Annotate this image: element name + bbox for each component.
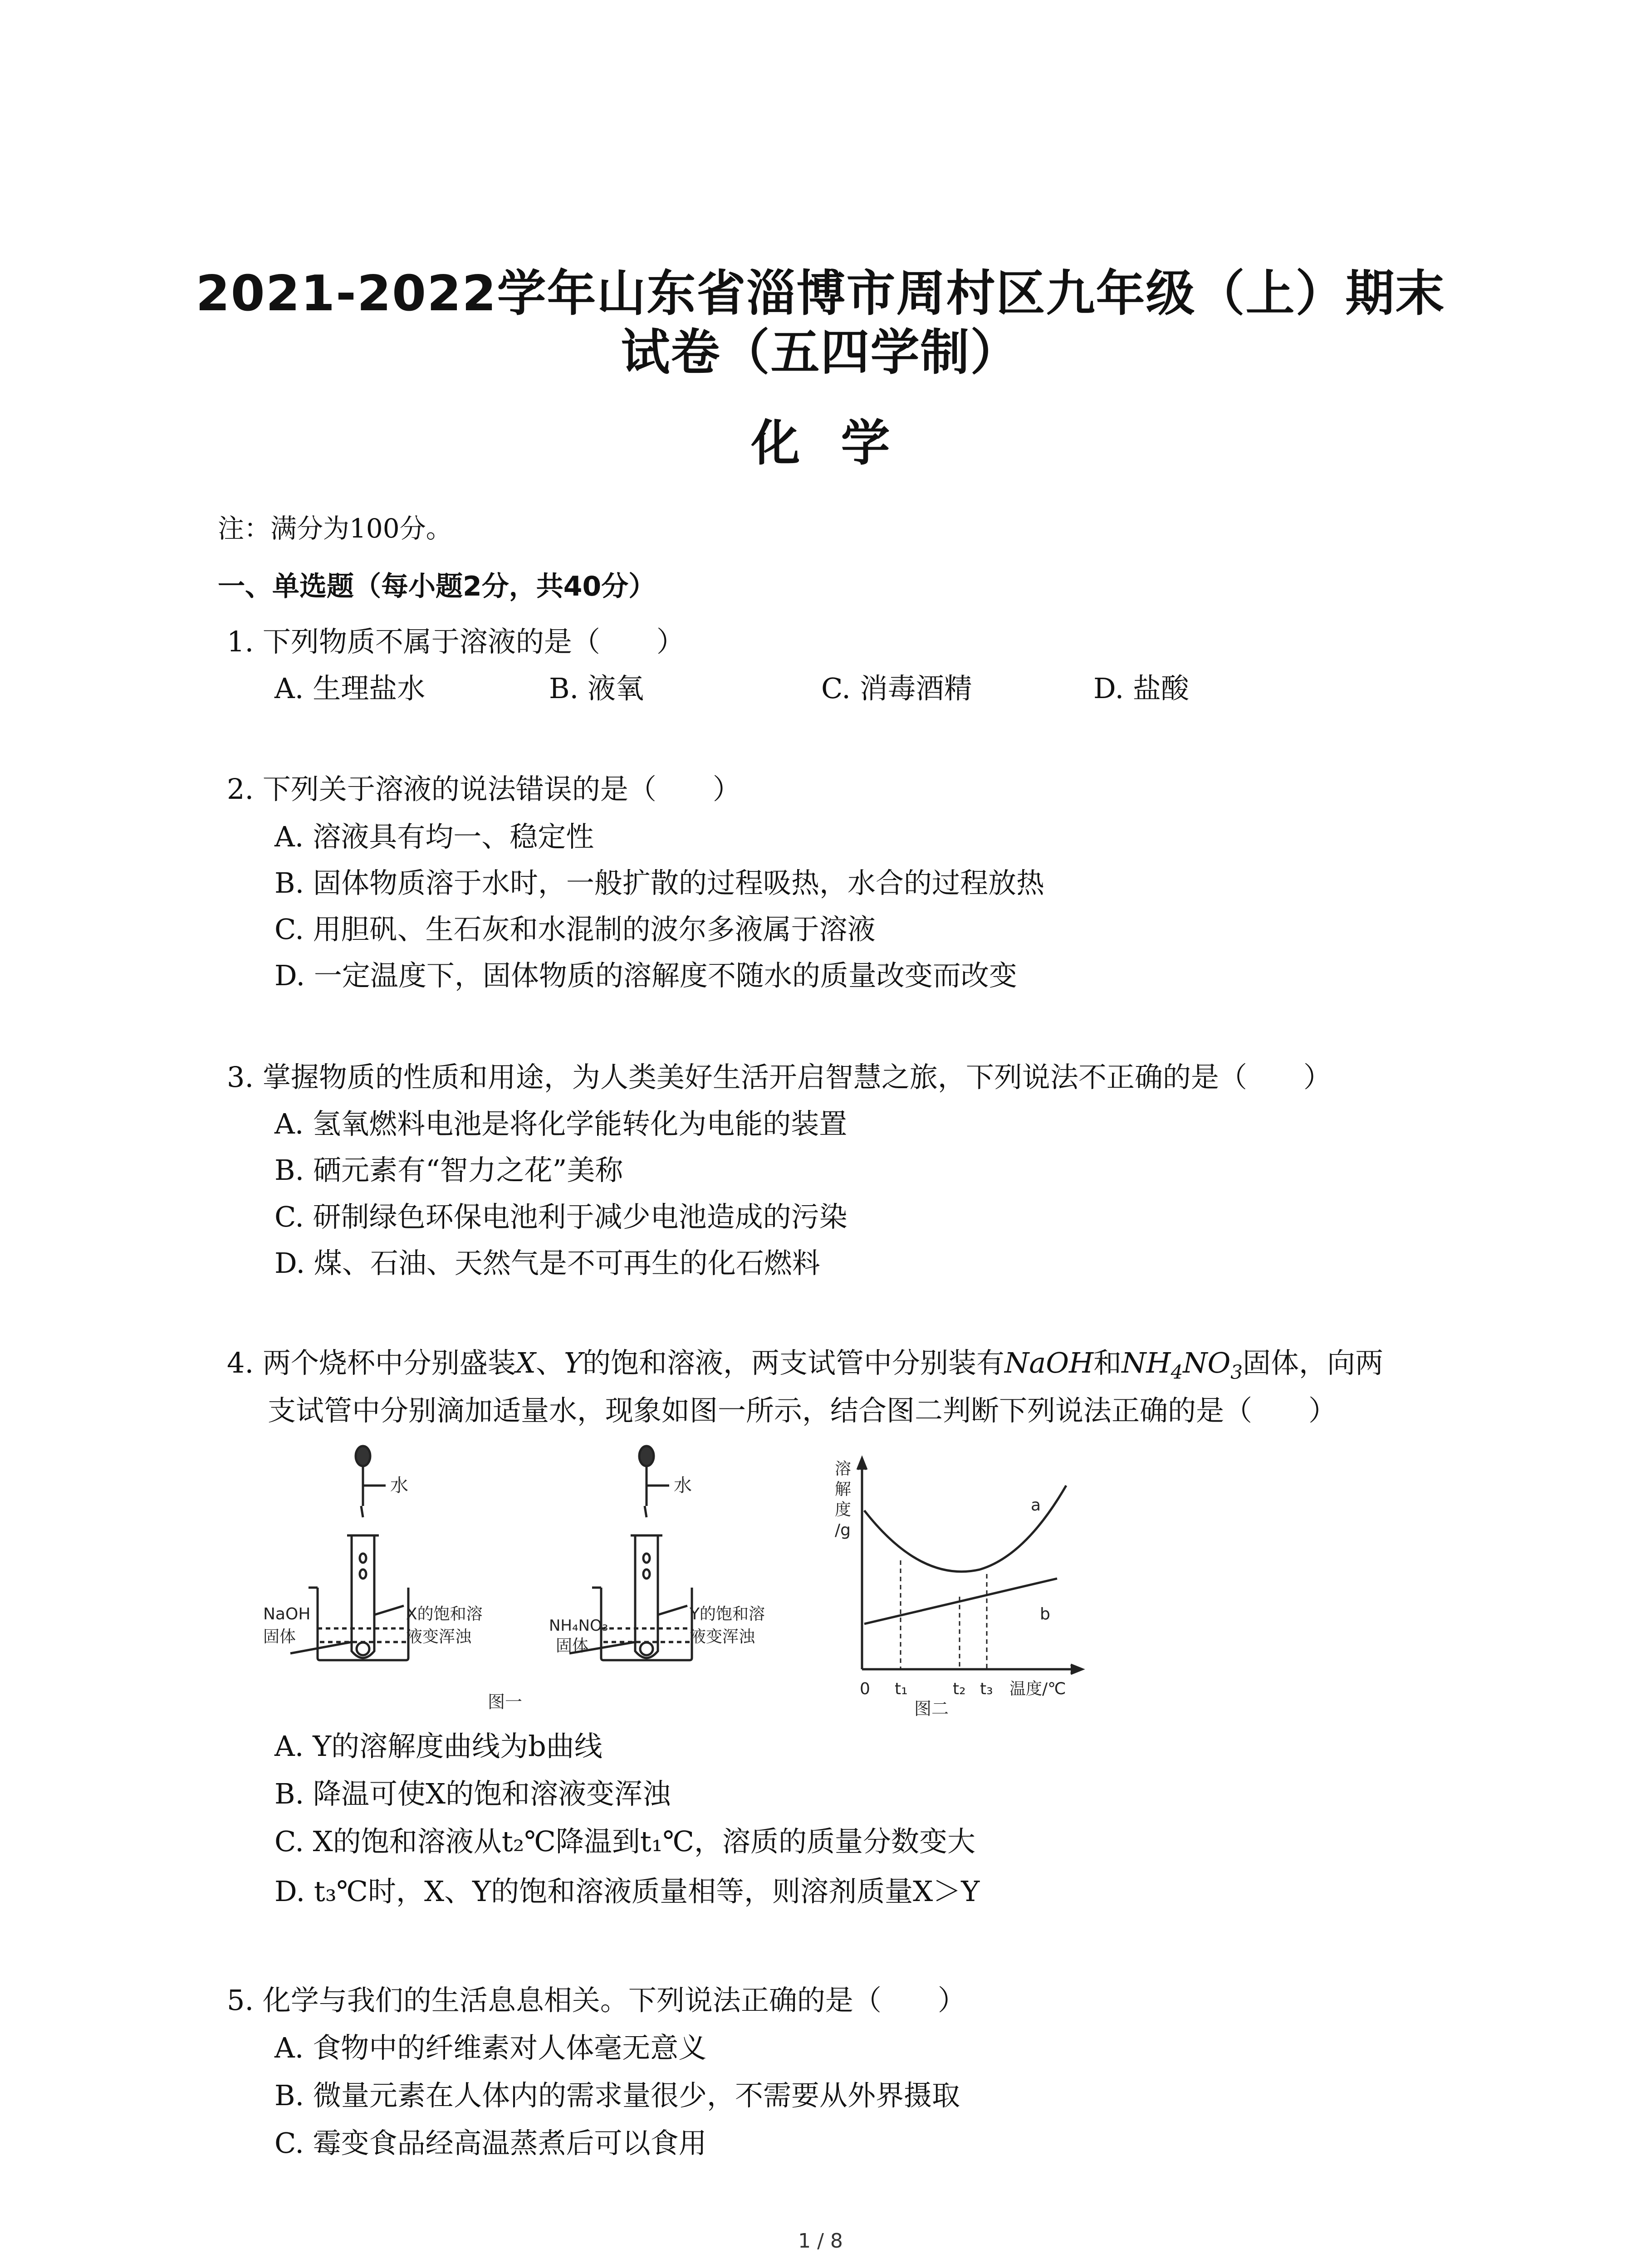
question-2-option-c: C. 用胆矾、生石灰和水混制的波尔多液属于溶液 [274, 913, 876, 946]
question-5-stem: 5. 化学与我们的生活息息相关。下列说法正确的是（ ） [227, 1984, 966, 2017]
figure-1-y-label-2: 液变浑浊 [690, 1628, 755, 1646]
figure-2-curve-b-label: b [1040, 1605, 1050, 1623]
question-3-option-b: B. 硒元素有“智力之花”美称 [274, 1154, 623, 1187]
question-1-stem: 1. 下列物质不属于溶液的是（ ） [227, 625, 685, 658]
figure-1-x-label-2: 液变浑浊 [406, 1628, 472, 1646]
q4-nh4no3: $NH_4NO_3$ [1122, 1346, 1243, 1383]
page-number: 1 / 8 [798, 2229, 843, 2253]
note: 注：满分为100分。 [218, 513, 452, 544]
question-1-option-c: C. 消毒酒精 [821, 672, 972, 705]
question-5-option-b: B. 微量元素在人体内的需求量很少，不需要从外界摄取 [274, 2079, 960, 2112]
figure-2-t1: t₁ [895, 1680, 908, 1698]
question-5-option-a: A. 食物中的纤维素对人体毫无意义 [274, 2031, 707, 2064]
question-4-option-c: C. X的饱和溶液从t₂℃降温到t₁℃，溶质的质量分数变大 [274, 1825, 976, 1858]
title-line-1: 2021-2022学年山东省淄博市周村区九年级（上）期末 [196, 265, 1445, 322]
q4-text-3: 固体，向两 [1243, 1346, 1384, 1379]
figure-2-graph [857, 1458, 1082, 1674]
q4-var-x: X [515, 1346, 536, 1379]
figure-1-naoh-label: NaOH [263, 1605, 311, 1623]
subject-heading: 化学 [751, 415, 931, 472]
q4-and: 和 [1093, 1346, 1122, 1379]
figure-2-xlabel: 温度/℃ [1009, 1680, 1066, 1698]
q4-text-2: 的饱和溶液，两支试管中分别装有 [582, 1346, 1004, 1379]
figure-1-water-label-right: 水 [674, 1475, 692, 1496]
figure-2-ylabel-4: /g [835, 1521, 851, 1540]
figure-2-curve-a-label: a [1031, 1496, 1041, 1515]
question-1-option-b: B. 液氧 [549, 672, 644, 705]
question-4-stem-line-2: 支试管中分别滴加适量水，现象如图一所示，结合图二判断下列说法正确的是（ ） [268, 1394, 1337, 1427]
question-3-option-d: D. 煤、石油、天然气是不可再生的化石燃料 [274, 1246, 820, 1280]
figure-1-x-label: X的饱和溶 [406, 1605, 483, 1623]
question-2-stem: 2. 下列关于溶液的说法错误的是（ ） [227, 772, 741, 806]
question-4-option-a: A. Y的溶解度曲线为b曲线 [274, 1730, 603, 1763]
figure-1-water-label-left: 水 [390, 1475, 408, 1496]
figure-2-origin: 0 [860, 1680, 870, 1698]
figure-2-caption: 图二 [914, 1699, 949, 1719]
figure-1-y-label: Y的饱和溶 [690, 1605, 765, 1623]
question-2-option-b: B. 固体物质溶于水时，一般扩散的过程吸热，水合的过程放热 [274, 866, 1044, 899]
question-4-option-b: B. 降温可使X的饱和溶液变浑浊 [274, 1777, 671, 1810]
figure-1-naoh-label-2: 固体 [263, 1628, 296, 1646]
q4-sep: 、 [536, 1346, 564, 1379]
question-3-option-a: A. 氢氧燃料电池是将化学能转化为电能的装置 [274, 1107, 847, 1140]
title-line-2: 试卷（五四学制） [621, 324, 1020, 381]
figure-1-caption: 图一 [488, 1692, 523, 1712]
section-heading: 一、单选题（每小题2分，共40分） [218, 571, 656, 602]
figure-2-ylabel-1: 溶 [835, 1460, 852, 1478]
figure-2-ylabel-3: 度 [835, 1501, 852, 1519]
figure-1-nh4no3-label: NH₄NO₃ [549, 1617, 608, 1635]
question-1-option-a: A. 生理盐水 [274, 672, 426, 705]
question-3-option-c: C. 研制绿色环保电池利于减少电池造成的污染 [274, 1200, 847, 1233]
figure-2-t3: t₃ [980, 1680, 993, 1698]
curve-b [864, 1579, 1057, 1624]
q4-naoh: NaOH [1004, 1346, 1094, 1379]
figure-1-nh4no3-label-2: 固体 [556, 1637, 589, 1655]
question-3-stem: 3. 掌握物质的性质和用途，为人类美好生活开启智慧之旅，下列说法不正确的是（ ） [227, 1061, 1332, 1094]
question-4-stem-line-1 [227, 1340, 1383, 1383]
q4-var-y: Y [564, 1346, 583, 1379]
q4-text-1: 4. 两个烧杯中分别盛装 [227, 1346, 516, 1379]
question-2-option-a: A. 溶液具有均一、稳定性 [274, 820, 594, 853]
question-2-option-d: D. 一定温度下，固体物质的溶解度不随水的质量改变而改变 [274, 959, 1017, 992]
question-5-option-c: C. 霉变食品经高温蒸煮后可以食用 [274, 2126, 707, 2160]
question-4-option-d: D. t₃℃时，X、Y的饱和溶液质量相等，则溶剂质量X＞Y [274, 1875, 980, 1908]
figure-2-ylabel-2: 解 [835, 1480, 852, 1499]
question-4-figure [254, 1442, 1116, 1728]
question-1-option-d: D. 盐酸 [1093, 672, 1189, 705]
figure-2-t2: t₂ [953, 1680, 966, 1698]
